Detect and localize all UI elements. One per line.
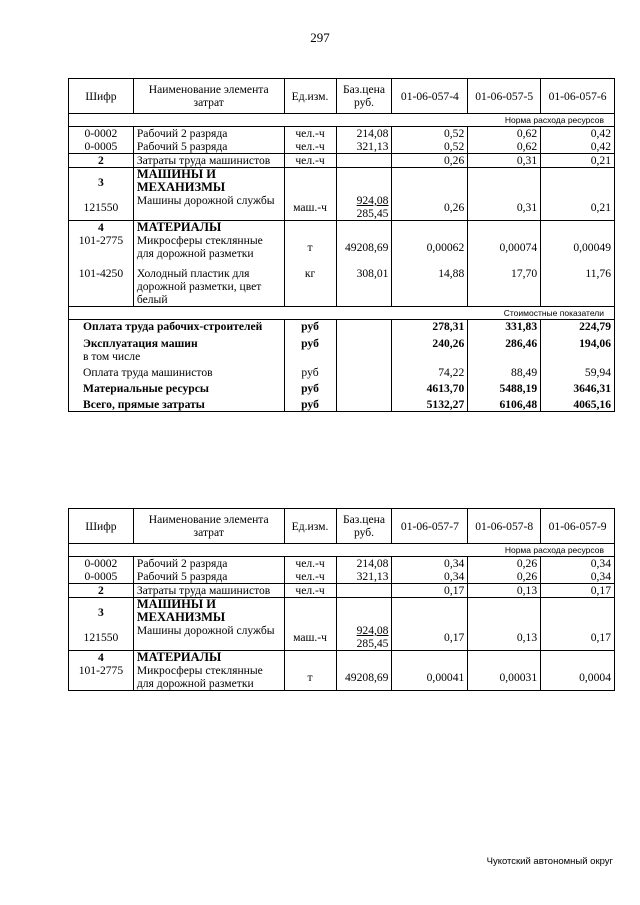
row-value: 0,17 xyxy=(392,624,468,651)
row-unit: маш.-ч xyxy=(284,194,336,221)
row-value: 0,00041 xyxy=(392,664,468,691)
row-value: 0,34 xyxy=(392,570,468,584)
header-col-1: 01-06-057-4 xyxy=(392,79,468,114)
table-header xyxy=(69,509,615,544)
row-unit: чел.-ч xyxy=(284,140,336,154)
row-unit: т xyxy=(284,234,336,260)
row-price xyxy=(336,154,392,168)
row-name: Рабочий 5 разряда xyxy=(133,140,284,154)
cost-value: 194,06 xyxy=(541,333,615,363)
row-value: 0,31 xyxy=(468,154,541,168)
row-value: 0,31 xyxy=(468,194,541,221)
footer-region: Чукотский автономный округ xyxy=(486,856,613,867)
cost-label: Стоимостные показатели xyxy=(69,307,615,320)
table-row xyxy=(69,557,615,571)
section-label-row xyxy=(69,114,615,127)
cost-unit: руб xyxy=(284,333,336,363)
row-value: 0,00031 xyxy=(468,664,541,691)
table-row xyxy=(69,154,615,168)
cost-row xyxy=(69,379,615,395)
header-unit: Ед.изм. xyxy=(284,79,336,114)
cost-value: 6106,48 xyxy=(468,395,541,412)
page-number: 297 xyxy=(310,30,330,45)
cost-name: Оплата труда рабочих-строителей xyxy=(69,320,285,334)
price-value-2: 285,45 xyxy=(356,637,389,650)
norm-label: Норма расхода ресурсов xyxy=(69,544,615,557)
row-code: 121550 xyxy=(69,194,134,221)
price-value: 924,08 xyxy=(356,194,389,207)
row-name: Затраты труда машинистов xyxy=(133,154,284,168)
row-value: 0,00074 xyxy=(468,234,541,260)
cost-name: Оплата труда машинистов xyxy=(69,363,285,379)
table-row xyxy=(69,127,615,141)
row-value: 0,42 xyxy=(541,127,615,141)
resource-table-1 xyxy=(68,78,615,412)
row-unit: чел.-ч xyxy=(284,154,336,168)
table-row xyxy=(69,584,615,598)
cost-row xyxy=(69,395,615,412)
row-name: Рабочий 2 разряда xyxy=(133,557,284,571)
row-value: 0,34 xyxy=(541,557,615,571)
row-value: 0,26 xyxy=(392,154,468,168)
section-code: 3 xyxy=(69,598,134,625)
cost-name xyxy=(69,333,285,363)
header-name: Наименование элемента затрат xyxy=(133,79,284,114)
row-value: 17,70 xyxy=(468,260,541,307)
section-title: МАШИНЫ И МЕХАНИЗМЫ xyxy=(133,598,284,625)
row-value: 0,62 xyxy=(468,127,541,141)
row-name: Микросферы стеклянные для дорожной разметки xyxy=(133,664,284,691)
cost-unit: руб xyxy=(284,379,336,395)
row-unit: чел.-ч xyxy=(284,584,336,598)
section-title: МАТЕРИАЛЫ xyxy=(133,651,284,665)
table-row xyxy=(69,140,615,154)
cost-name: Материальные ресурсы xyxy=(69,379,285,395)
row-name: Затраты труда машинистов xyxy=(133,584,284,598)
section-row xyxy=(69,598,615,625)
cost-value: 74,22 xyxy=(392,363,468,379)
row-value: 0,17 xyxy=(541,584,615,598)
table-row xyxy=(69,234,615,260)
header-col-3: 01-06-057-6 xyxy=(541,79,615,114)
section-row xyxy=(69,651,615,665)
cost-value: 278,31 xyxy=(392,320,468,334)
cost-name-text: Эксплуатация машин xyxy=(83,337,198,350)
row-value: 0,52 xyxy=(392,127,468,141)
header-unit: Ед.изм. xyxy=(284,509,336,544)
table-row xyxy=(69,624,615,651)
row-price xyxy=(336,194,392,221)
row-value: 0,21 xyxy=(541,194,615,221)
row-value: 0,17 xyxy=(541,624,615,651)
row-price: 308,01 xyxy=(336,260,392,307)
cost-value: 4065,16 xyxy=(541,395,615,412)
table-row xyxy=(69,664,615,691)
cost-row xyxy=(69,320,615,334)
header-price: Баз.цена руб. xyxy=(336,79,392,114)
cost-value: 3646,31 xyxy=(541,379,615,395)
row-value: 0,21 xyxy=(541,154,615,168)
resource-table-2 xyxy=(68,508,615,691)
row-price: 214,08 xyxy=(336,557,392,571)
table-row xyxy=(69,260,615,307)
row-value: 0,42 xyxy=(541,140,615,154)
row-value: 0,26 xyxy=(468,570,541,584)
row-code: 0-0005 xyxy=(69,140,134,154)
row-code: 101-4250 xyxy=(69,260,134,307)
header-code: Шифр xyxy=(69,509,134,544)
header-price: Баз.цена руб. xyxy=(336,509,392,544)
header-col-2: 01-06-057-8 xyxy=(468,509,541,544)
row-value: 0,62 xyxy=(468,140,541,154)
section-code: 3 xyxy=(69,168,134,195)
row-value: 0,34 xyxy=(541,570,615,584)
row-value: 0,26 xyxy=(392,194,468,221)
row-price xyxy=(336,584,392,598)
row-code: 0-0002 xyxy=(69,127,134,141)
header-col-3: 01-06-057-9 xyxy=(541,509,615,544)
cost-unit: руб xyxy=(284,363,336,379)
row-unit: чел.-ч xyxy=(284,570,336,584)
row-unit: т xyxy=(284,664,336,691)
row-code: 2 xyxy=(69,154,134,168)
row-value: 14,88 xyxy=(392,260,468,307)
table-header xyxy=(69,79,615,114)
cost-row xyxy=(69,333,615,363)
row-name: Рабочий 2 разряда xyxy=(133,127,284,141)
cost-value: 4613,70 xyxy=(392,379,468,395)
cost-row xyxy=(69,363,615,379)
row-value: 0,13 xyxy=(468,584,541,598)
row-price xyxy=(336,624,392,651)
row-price: 49208,69 xyxy=(336,234,392,260)
cost-name: Всего, прямые затраты xyxy=(69,395,285,412)
cost-value: 5132,27 xyxy=(392,395,468,412)
norm-label: Норма расхода ресурсов xyxy=(69,114,615,127)
row-value: 0,00049 xyxy=(541,234,615,260)
price-value-2: 285,45 xyxy=(356,207,389,220)
cost-unit: руб xyxy=(284,395,336,412)
section-row xyxy=(69,168,615,195)
header-col-1: 01-06-057-7 xyxy=(392,509,468,544)
row-code: 2 xyxy=(69,584,134,598)
row-code: 101-2775 xyxy=(69,664,134,691)
row-price: 321,13 xyxy=(336,140,392,154)
section-code: 4 xyxy=(69,221,134,235)
cost-value: 88,49 xyxy=(468,363,541,379)
row-code: 101-2775 xyxy=(69,234,134,260)
row-value: 0,52 xyxy=(392,140,468,154)
section-code: 4 xyxy=(69,651,134,665)
section-label-row xyxy=(69,307,615,320)
price-value: 924,08 xyxy=(356,624,389,637)
row-name: Машины дорожной службы xyxy=(133,624,284,651)
section-label-row xyxy=(69,544,615,557)
row-price: 49208,69 xyxy=(336,664,392,691)
cost-sub: в том числе xyxy=(83,350,141,363)
row-price: 321,13 xyxy=(336,570,392,584)
cost-value: 331,83 xyxy=(468,320,541,334)
row-value: 0,26 xyxy=(468,557,541,571)
row-name: Холодный пластик для дорожной разметки, цвет белый xyxy=(133,260,284,307)
header-code: Шифр xyxy=(69,79,134,114)
row-code: 121550 xyxy=(69,624,134,651)
cost-value: 286,46 xyxy=(468,333,541,363)
row-unit: кг xyxy=(284,260,336,307)
cost-value: 224,79 xyxy=(541,320,615,334)
header-col-2: 01-06-057-5 xyxy=(468,79,541,114)
row-name: Микросферы стеклянные для дорожной разметки xyxy=(133,234,284,260)
cost-value: 240,26 xyxy=(392,333,468,363)
cost-value: 59,94 xyxy=(541,363,615,379)
row-value: 11,76 xyxy=(541,260,615,307)
row-unit: маш.-ч xyxy=(284,624,336,651)
row-name: Рабочий 5 разряда xyxy=(133,570,284,584)
row-code: 0-0005 xyxy=(69,570,134,584)
table-row xyxy=(69,570,615,584)
row-value: 0,00062 xyxy=(392,234,468,260)
row-unit: чел.-ч xyxy=(284,557,336,571)
header-name: Наименование элемента затрат xyxy=(133,509,284,544)
row-code: 0-0002 xyxy=(69,557,134,571)
row-value: 0,13 xyxy=(468,624,541,651)
cost-unit: руб xyxy=(284,320,336,334)
cost-value: 5488,19 xyxy=(468,379,541,395)
row-value: 0,0004 xyxy=(541,664,615,691)
section-row xyxy=(69,221,615,235)
row-unit: чел.-ч xyxy=(284,127,336,141)
section-title: МАШИНЫ И МЕХАНИЗМЫ xyxy=(133,168,284,195)
table-row xyxy=(69,194,615,221)
row-name: Машины дорожной службы xyxy=(133,194,284,221)
section-title: МАТЕРИАЛЫ xyxy=(133,221,284,235)
row-price: 214,08 xyxy=(336,127,392,141)
row-value: 0,34 xyxy=(392,557,468,571)
row-value: 0,17 xyxy=(392,584,468,598)
